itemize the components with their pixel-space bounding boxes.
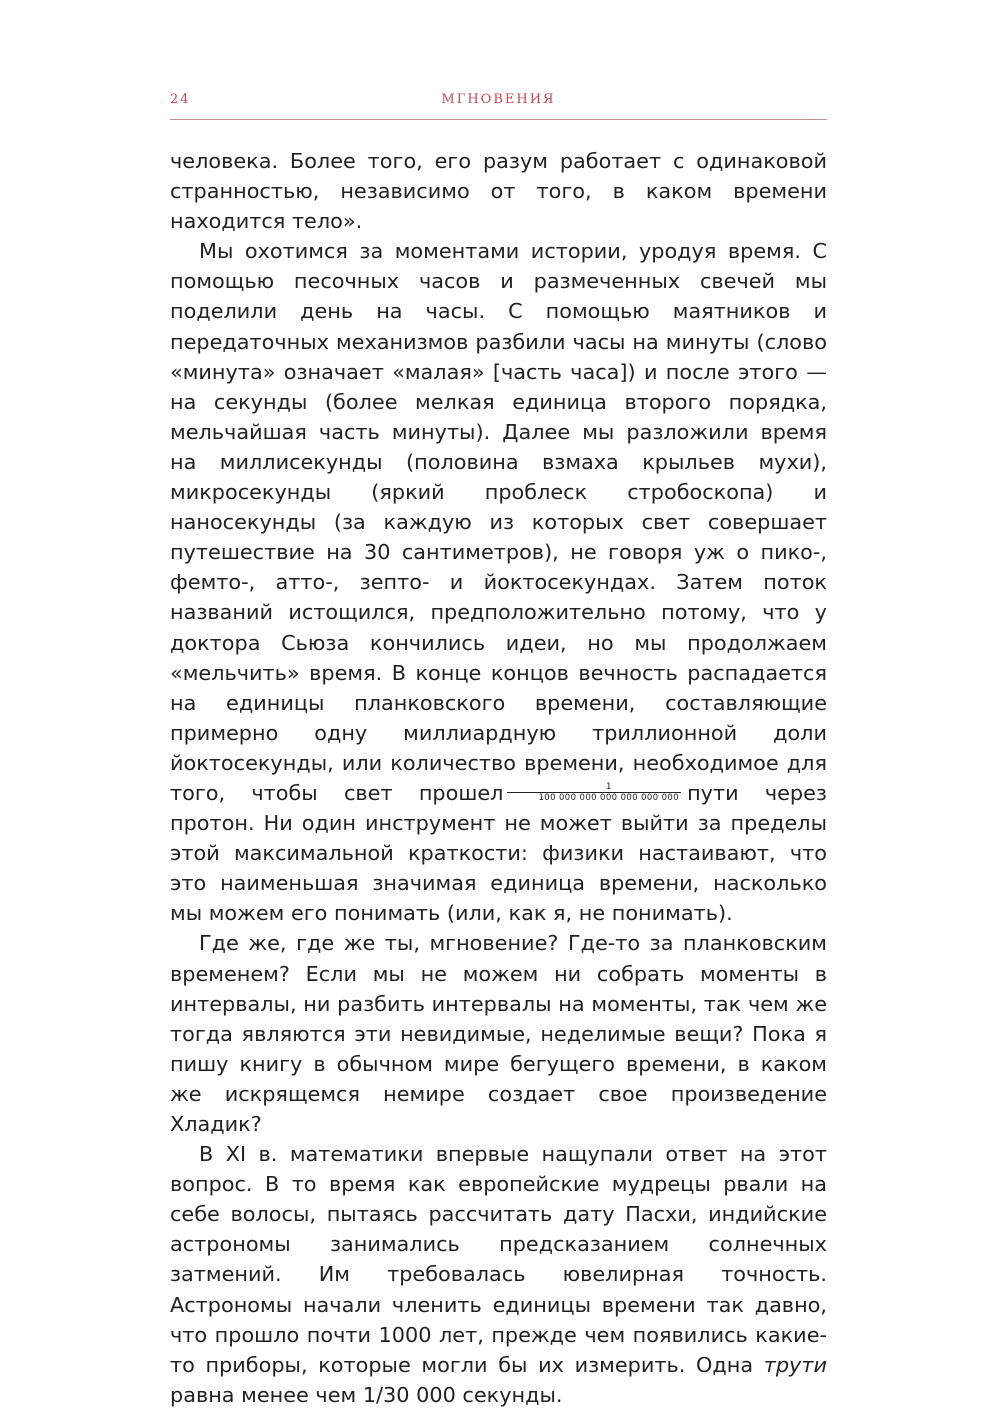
running-title: МГНОВЕНИЯ (441, 92, 556, 107)
paragraph-3: Где же, где же ты, мгновение? Где-то за планковским временем? Если мы не можем ни собрать моменты в интервалы, ни разбить интервалы на моменты, так чем же тогда являются эти невидимые, неделимые вещи? Пока я пишу книгу в обычном мире бегущего времени, в каком же искрящемся немире создает свое произведение Хладик? (170, 931, 827, 1136)
fraction (507, 782, 681, 803)
running-head (170, 92, 827, 112)
paragraph-4-part-1: В XI в. математики впервые нащупали ответ на этот вопрос. В то время как европейские мудрецы рвали на себе волосы, пытаясь рассчитать дату Пасхи, индийские астрономы занимались предсказанием солнечных затмений. Им требовалась ювелирная точность. Астрономы начали членить единицы времени так давно, что прошло почти 1000 лет, прежде чем появились какие-то приборы, которые могли бы их измерить. Одна (170, 1142, 827, 1377)
paragraph-2 (170, 236, 827, 928)
paragraph-1: человека. Более того, его разум работает с одинаковой странностью, независимо от того, в каком времени находится тело». (170, 149, 827, 234)
body-text (170, 146, 827, 1410)
header-rule (170, 119, 827, 120)
paragraph-4-part-2: равна менее чем 1/30 000 секунды. (170, 1382, 563, 1407)
page-number: 24 (170, 92, 191, 107)
fraction-denominator: 100 000 000 000 000 000 000 (538, 793, 680, 804)
fraction-numerator: 1 (507, 782, 681, 793)
italic-term: трути (763, 1352, 827, 1377)
paragraph-2-part-2: пути через протон. Ни один инструмент не может выйти за пределы этой максимальной краткости: физики настаивают, что это наименьшая значимая единица времени, насколько мы можем его понимать (или, как я, не понимать). (170, 780, 827, 926)
paragraph-4 (170, 1139, 827, 1410)
paragraph-2-part-1: Мы охотимся за моментами истории, уродуя время. С помощью песочных часов и размеченных свечей мы поделили день на часы. С помощью маятников и передаточных механизмов разбили часы на минуты (слово «минута» означает «малая» [часть часа]) и после этого — на секунды (более мелкая единица второго порядка, мельчайшая часть минуты). Далее мы разложили время на миллисекунды (половина взмаха крыльев мухи), микросекунды (яркий проблеск стробоскопа) и наносекунды (за каждую из которых свет совершает путешествие на 30 сантиметров), не говоря уж о пико-, фемто-, атто-, зепто- и йоктосекундах. Затем поток названий истощился, предположительно потому, что у доктора Сьюза кончились идеи, но мы продолжаем «мельчить» время. В конце концов вечность распадается на единицы планковского времени, составляющие примерно одну миллиардную триллионной доли йоктосекунды, или количество времени, необходимое для того, чтобы свет прошел (170, 239, 827, 805)
